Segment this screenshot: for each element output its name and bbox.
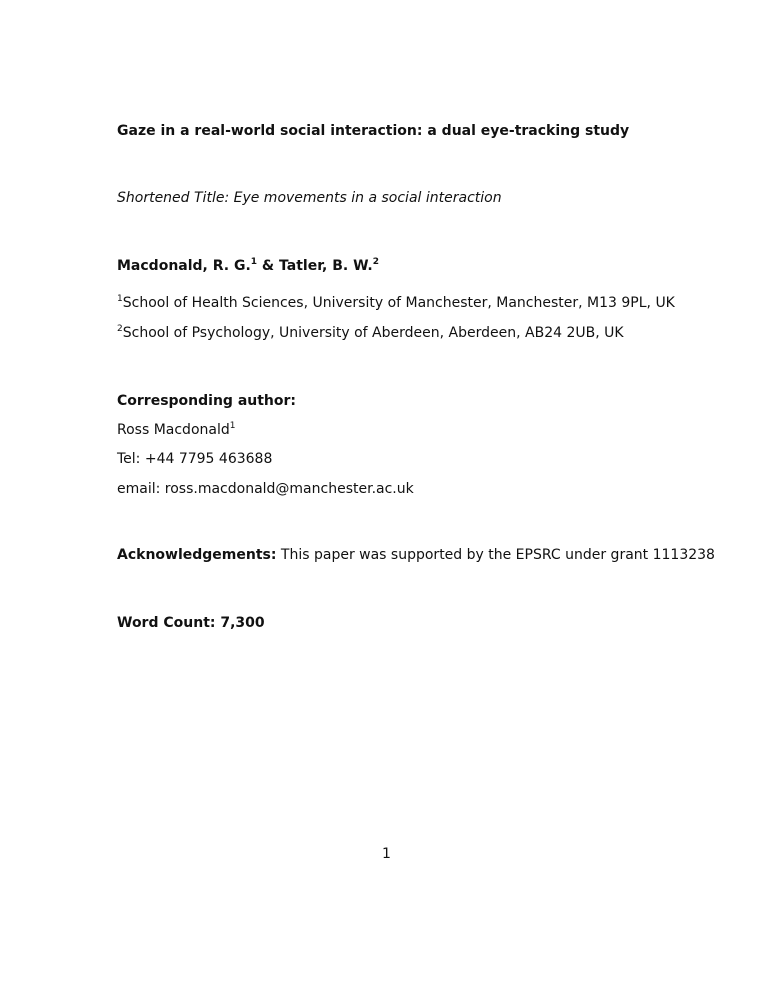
corresponding-tel: Tel: +44 7795 463688 bbox=[117, 451, 273, 467]
author-1-affiliation-mark: 1 bbox=[250, 257, 258, 267]
corresponding-author-name bbox=[117, 421, 235, 439]
affiliation-1-mark: 1 bbox=[117, 294, 123, 304]
author-line bbox=[117, 257, 379, 275]
acknowledgements bbox=[117, 546, 715, 564]
affiliation-1-text: School of Health Sciences, University of Manchester, Manchester, M13 9PL, UK bbox=[122, 295, 675, 311]
word-count: Word Count: 7,300 bbox=[117, 615, 265, 631]
paper-title: Gaze in a real-world social interaction: a dual eye-tracking study bbox=[117, 123, 630, 139]
corresponding-email: email: ross.macdonald@manchester.ac.uk bbox=[117, 481, 414, 497]
affiliation-2 bbox=[117, 324, 624, 342]
corresponding-name-mark: 1 bbox=[229, 421, 236, 431]
affiliation-2-mark: 2 bbox=[117, 324, 123, 334]
shortened-title: Shortened Title: Eye movements in a social interaction bbox=[117, 190, 502, 206]
author-2-name: Tatler, B. W. bbox=[279, 258, 373, 274]
author-2-affiliation-mark: 2 bbox=[372, 257, 379, 267]
affiliation-1 bbox=[117, 294, 675, 312]
author-separator: & bbox=[257, 258, 280, 274]
acknowledgements-text: This paper was supported by the EPSRC under grant 1113238 bbox=[280, 547, 715, 563]
acknowledgements-label: Acknowledgements: bbox=[117, 547, 277, 563]
corresponding-author-heading: Corresponding author: bbox=[117, 393, 297, 409]
affiliation-2-text: School of Psychology, University of Aberdeen, Aberdeen, AB24 2UB, UK bbox=[122, 325, 624, 341]
author-1-name: Macdonald, R. G. bbox=[117, 258, 251, 274]
page-number: 1 bbox=[382, 846, 391, 862]
corresponding-name-text: Ross Macdonald bbox=[117, 422, 230, 438]
